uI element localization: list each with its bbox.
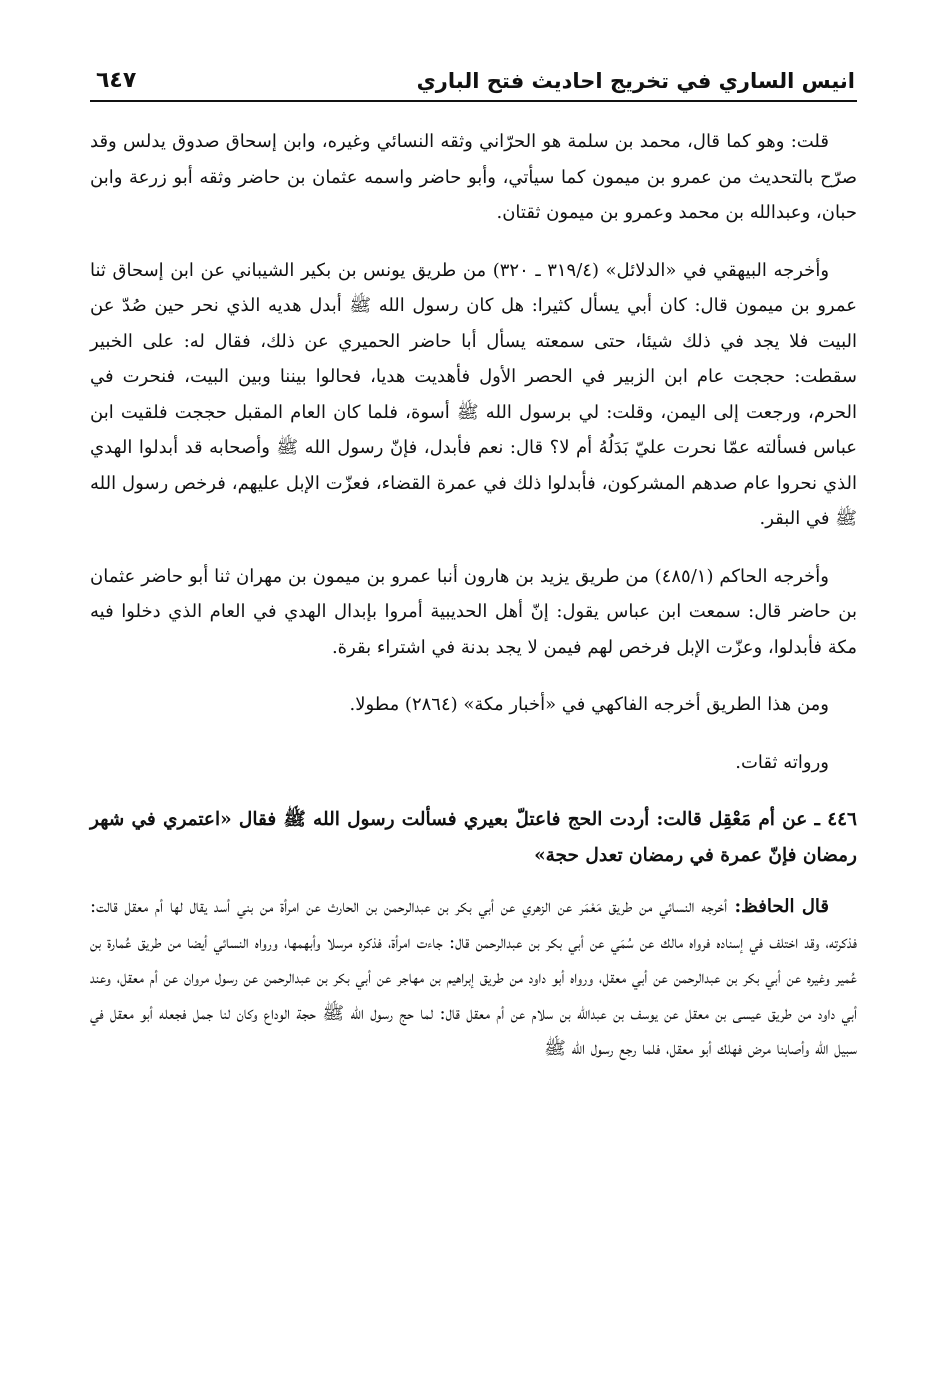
hadith-entry bbox=[90, 802, 857, 873]
paragraph-bayhaqi-narration: وأخرجه البيهقي في «الدلائل» (٣١٩/٤ ـ ٣٢٠) من طريق يونس بن بكير الشيباني عن ابن إسحاق ثنا عمرو بن ميمون قال: كان أبي يسأل كثيرا: هل كان رسول الله ﷺ أبدل هديه الذي نحر حين صُدّ عن البيت فلا يجد في ذلك شيئا، حتى سمعته يسأل أبا حاضر الحميري عن ذلك، فقال له: على الخبير سقطت: حججت عام ابن الزبير في الحصر الأول فأهديت هديا، فحالوا بيننا وبين البيت، فنحرت في الحرم، ورجعت إلى اليمن، وقلت: لي برسول الله ﷺ أسوة، فلما كان العام المقبل حججت فلقيت ابن عباس فسألته عمّا نحرت عليّ بَدَلُهُ أم لا؟ قال: نعم فأبدل، فإنّ رسول الله ﷺ وأصحابه قد أبدلوا الهدي الذي نحروا عام صدهم المشركون، فأبدلوا ذلك في عمرة القضاء، فعزّت الإبل عليهم، فرخص رسول الله ﷺ في البقر. bbox=[90, 259, 857, 529]
hadith-matn: «اعتمري في شهر رمضان فإنّ عمرة في رمضان تعدل حجة» bbox=[90, 809, 857, 866]
paragraph-hakim-narration: وأخرجه الحاكم (٤٨٥/١) من طريق يزيد بن هارون أنبا عمرو بن ميمون بن مهران ثنا أبو حاضر عثمان بن حاضر قال: سمعت ابن عباس يقول: إنّ أهل الحديبية أمروا بإبدال الهدي في العام الذي دخلوا فيه مكة فأبدلوا، وعزّت الإبل فرخص لهم فيمن لا يجد بدنة في اشتراء بقرة. bbox=[90, 565, 857, 658]
header-divider bbox=[90, 100, 857, 102]
commentary-label: قال الحافظ: bbox=[727, 896, 829, 917]
commentary-text: أخرجه النسائي من طريق مَعْمَر عن الزهري عن أبي بكر بن عبدالرحمن بن الحارث عن امرأة من بني أسد يقال لها أم معقل قالت: فذكرته، وقد اختلف في إسناده فرواه مالك عن سُمَي عن أبي بكر بن عبدالرحمن قال: جاءت امرأة، فذكره مرسلا وأبهمها، ورواه النسائي أيضا من طريق عُمارة بن عُمير وغيره عن أبي بكر بن عبدالرحمن عن أبي معقل، ورواه أبو داود من طريق إبراهيم بن مهاجر عن أبي بكر بن عبدالرحمن عن رسول مروان عن أم معقل، وعند أبي داود من طريق عيسى بن معقل عن يوسف بن عبدالله بن سلام عن أم معقل قال: لما حج رسول الله ﷺ حجة الوداع وكان لنا جمل فجعله أبو معقل في سبيل الله وأصابنا مرض فهلك أبو معقل، فلما رجع رسول الله ﷺ bbox=[90, 896, 857, 1059]
hadith-text: ـ عن أم مَعْقِل قالت: أردت الحج فاعتلّ بعيري فسألت رسول الله ﷺ فقال bbox=[231, 809, 828, 830]
running-header bbox=[90, 60, 857, 92]
paragraph-authentication: قلت: وهو كما قال، محمد بن سلمة هو الحرّاني وثقه النسائي وغيره، وابن إسحاق صدوق يدلس وقد صرّح بالتحديث من عمرو بن ميمون كما سيأتي، وأبو حاضر واسمه عثمان بن حاضر وثقه أبو زرعة وابن حبان، وعبدالله بن محمد وعمرو بن ميمون ثقتان. bbox=[90, 131, 857, 223]
commentary-paragraph bbox=[90, 889, 857, 1067]
hadith-number: ٤٤٦ bbox=[827, 809, 857, 830]
page-body bbox=[90, 124, 857, 1067]
page-number: ٦٤٧ bbox=[96, 68, 137, 93]
paragraph-narrators-note: ورواته ثقات. bbox=[735, 751, 829, 773]
book-title: انيس الساري في تخريج احاديث فتح الباري bbox=[416, 69, 855, 93]
paragraph-fakihi-narration: ومن هذا الطريق أخرجه الفاكهي في «أخبار مكة» (٢٨٦٤) مطولا. bbox=[349, 694, 829, 715]
